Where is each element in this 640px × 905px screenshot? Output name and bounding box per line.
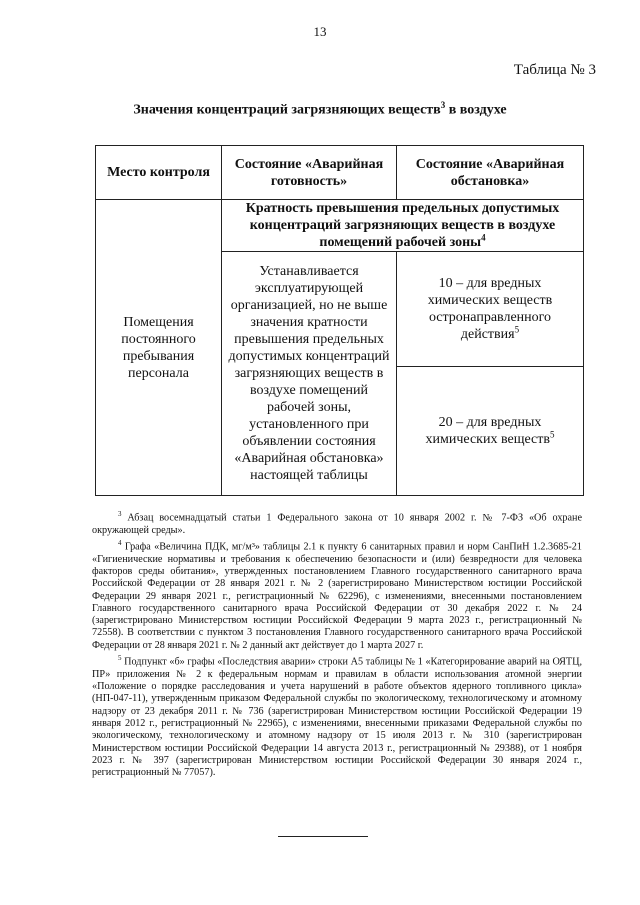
table-row <box>96 200 584 252</box>
location-cell: Помещения постоянного пребывания персонала <box>96 200 222 496</box>
emergency-10-footnote-ref: 5 <box>514 324 520 335</box>
title-text: Значения концентраций загрязняющих веществ <box>133 102 441 118</box>
footnote-4-num: 4 <box>118 538 122 547</box>
header-location: Место контроля <box>96 146 222 200</box>
footnote-5 <box>92 652 582 779</box>
span-header-footnote-ref: 4 <box>481 232 486 243</box>
footnote-3-text: Абзац восемнадцатый статьи 1 Федерального закона от 10 января 2002 г. № 7-ФЗ «Об охране окружающей среды». <box>92 512 582 536</box>
table-header-row <box>96 146 584 200</box>
emergency-20-text: 20 – для вредных химических веществ <box>425 415 550 447</box>
header-readiness: Состояние «Аварийная готовность» <box>222 146 397 200</box>
footnote-4-text: Графа «Величина ПДК, мг/м³» таблицы 2.1 к пункту 6 санитарных правил и норм СанПиН 1.2.3685-21 «Гигиенические нормативы и требования к обеспечению безопасности и (или) безвредности для человека факторов среды обитания», утвержденных постановлением Главного государственного санитарного врача Российской Федерации от 28 января 2021 г. № 2 (зарегистрировано Министерством юстиции Российской Федерации 29 января 2021 г., регистрационный № 62296), с изменениями, внесенными постановлением Главного государственного санитарного врача Российской Федерации от 30 декабря 2022 г. № 24 (зарегистрировано Министерством юстиции Российской Федерации 9 марта 2023 г., регистрационный № 72558). В соответствии с пунктом 3 постановления Главного государственного санитарного врача Российской Федерации от 28 января 2021 г. № 2 данный акт действует до 1 марта 2027 г. <box>92 541 582 651</box>
title-footnote-ref: 3 <box>440 100 446 110</box>
title-suffix: в воздухе <box>445 102 507 118</box>
page-number: 13 <box>313 24 327 39</box>
table-title <box>0 100 640 119</box>
emergency-cell-10 <box>397 252 584 367</box>
table-label: Таблица № 3 <box>513 62 596 78</box>
emergency-20-footnote-ref: 5 <box>549 429 555 440</box>
header-emergency: Состояние «Аварийная обстановка» <box>397 146 584 200</box>
footnote-5-text: Подпункт «б» графы «Последствия аварии» строки А5 таблицы № 1 «Категорирование аварий на ОЯТЦ, ПР» приложения № 2 к федеральным нормам и правилам в области использования атомной энергии «Положение о порядке расследования и учета нарушений в работе объектов ядерного топливного цикла» (НП-047-11), утвержденным приказом Федеральной службы по экологическому, технологическому и атомному надзору от 23 декабря 2011 г. № 736 (зарегистрирован Министерством юстиции Российской Федерации 19 января 2012 г., регистрационный № 22965), с изменениями, внесенными приказами Федеральной службы по экологическому, технологическому и атомному надзору от 15 июля 2013 г. № 310 (зарегистрирован Министерством юстиции Российской Федерации 14 августа 2013 г., регистрационный № 29388), от 1 ноября 2023 г. № 397 (зарегистрирован Министерством юстиции Российской Федерации 30 января 2024 г., регистрационный № 77057). <box>92 656 582 779</box>
footnote-4 <box>92 537 582 652</box>
concentration-table <box>95 145 584 496</box>
emergency-cell-20 <box>397 367 584 496</box>
span-header-cell <box>222 200 584 252</box>
span-header-text: Кратность превышения предельных допустимых концентраций загрязняющих веществ в воздухе помещений рабочей зоны <box>245 201 560 250</box>
readiness-cell: Устанавливается эксплуатирующей организацией, но не выше значения кратности превышения предельных допустимых концентраций загрязняющих веществ в воздухе помещений рабочей зоны, установленного при объявлении состояния «Аварийная обстановка» настоящей таблицы <box>222 252 397 496</box>
footnote-3 <box>92 508 582 537</box>
footnote-3-num: 3 <box>118 510 122 518</box>
footnote-5-num: 5 <box>118 654 122 663</box>
footnotes <box>92 508 582 779</box>
emergency-10-text: 10 – для вредных химических веществ остронаправленного действия <box>427 276 553 342</box>
bottom-divider <box>278 836 368 837</box>
